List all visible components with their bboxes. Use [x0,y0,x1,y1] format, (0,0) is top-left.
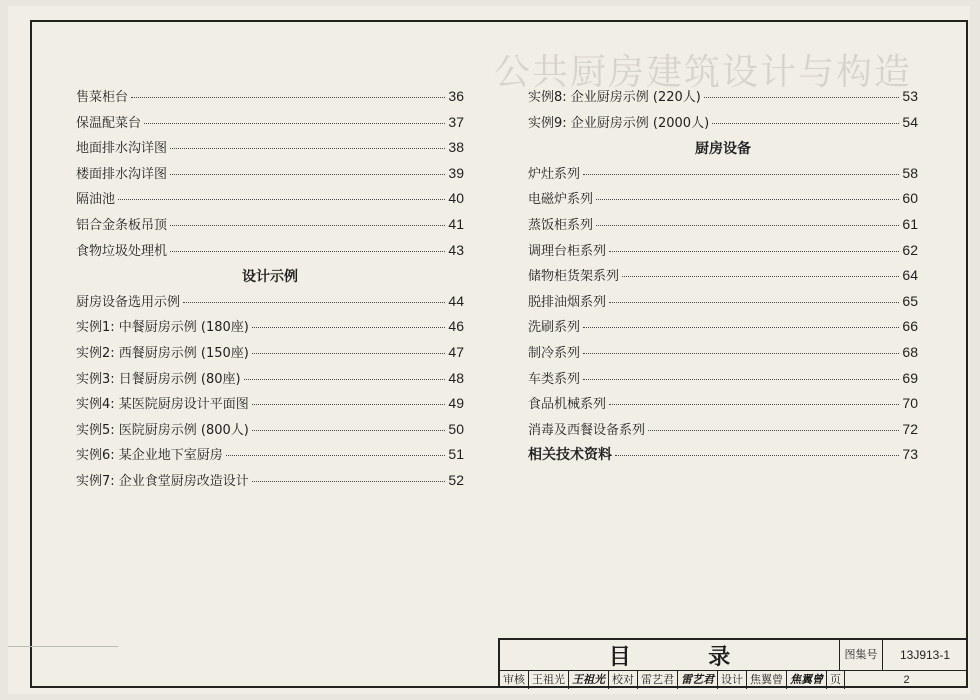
toc-entry[interactable] [528,112,918,138]
toc-entry[interactable] [76,419,464,445]
toc-entry[interactable] [528,419,918,445]
toc-entry-title: 实例5: 医院厨房示例 (800人) [76,422,249,438]
toc-entry[interactable] [528,240,918,266]
leader-dots [144,123,445,124]
toc-entry-page: 52 [448,471,464,488]
leader-dots [170,225,445,226]
page-label: 页 [827,671,845,689]
reviewer-signature: 王祖光 [569,671,609,689]
leader-dots [118,199,445,200]
toc-entry[interactable] [76,112,464,138]
design-label: 设计 [718,671,747,689]
title-char-2: 录 [708,644,731,670]
toc-entry-title: 实例6: 某企业地下室厨房 [76,448,223,464]
toc-entry-page: 64 [902,267,918,284]
section-heading-design: 设计示例 [242,269,298,286]
toc-entry-title: 食物垃圾处理机 [76,243,168,259]
toc-entry-title: 实例4: 某医院厨房设计平面图 [76,397,249,413]
toc-entry-title: 铝合金条板吊顶 [76,217,168,233]
leader-dots [170,251,445,252]
toc-entry[interactable] [76,163,464,189]
toc-entry-page: 50 [448,420,464,437]
toc-entry-page: 41 [448,215,464,232]
toc-entry-page: 73 [902,446,918,463]
toc-entry[interactable] [76,291,464,317]
review-label: 审核 [500,671,529,689]
toc-entry-page: 47 [448,343,464,360]
toc-left-column [76,86,464,496]
checker-signature: 雷艺君 [678,671,718,689]
toc-entry[interactable] [528,214,918,240]
leader-dots [170,174,445,175]
leader-dots [596,225,899,226]
toc-entry-page: 62 [902,241,918,258]
leader-dots [170,148,445,149]
toc-entry-related[interactable] [528,444,918,470]
toc-entry-page: 38 [448,139,464,156]
toc-entry-page: 69 [902,369,918,386]
toc-entry-title: 相关技术资料 [528,447,612,464]
leader-dots [183,302,445,303]
title-char-1: 目 [608,644,631,670]
toc-group-details [76,86,464,265]
toc-entry-page: 48 [448,369,464,386]
toc-entry-page: 51 [448,446,464,463]
toc-entry[interactable] [76,470,464,496]
reviewer-name: 王祖光 [529,671,569,689]
leader-dots [712,123,899,124]
toc-entry[interactable] [76,444,464,470]
title-block [498,638,968,688]
toc-group-examples-cont [528,86,918,137]
signature-row [500,670,968,689]
title-block-title [500,640,840,670]
leader-dots [583,327,899,328]
toc-entry-page: 46 [448,318,464,335]
bleed-through-title: 公共厨房建筑设计与构造 [493,52,912,93]
toc-entry-page: 66 [902,318,918,335]
leader-dots [583,353,899,354]
toc-entry[interactable] [528,393,918,419]
leader-dots [609,404,899,405]
toc-entry-title: 保温配菜台 [76,115,142,131]
toc-entry-title: 实例3: 日餐厨房示例 (80座) [76,371,241,387]
designer-signature: 焦翼曾 [787,671,827,689]
toc-entry-page: 53 [902,88,918,104]
leader-dots [609,251,899,252]
toc-entry[interactable] [76,368,464,394]
page-number: 2 [903,674,910,686]
toc-entry[interactable] [528,163,918,189]
toc-group-examples [76,291,464,496]
leader-dots [583,379,899,380]
toc-entry-page: 61 [902,215,918,232]
toc-entry[interactable] [528,291,918,317]
leader-dots [704,97,900,98]
bleed-through-table [8,646,118,687]
toc-entry-page: 54 [902,113,918,130]
toc-entry-page: 40 [448,190,464,207]
leader-dots [252,327,446,328]
toc-entry-title: 售菜柜台 [76,90,129,105]
toc-entry-title: 制冷系列 [528,345,581,361]
toc-entry-title: 实例1: 中餐厨房示例 (180座) [76,320,249,336]
leader-dots [226,455,446,456]
toc-entry-title: 隔油池 [76,192,116,208]
leader-dots [244,379,446,380]
toc-entry-title: 脱排油烟系列 [528,294,607,310]
check-label: 校对 [609,671,638,689]
checker-name: 雷艺君 [638,671,678,689]
toc-entry[interactable] [528,316,918,342]
toc-entry[interactable] [528,342,918,368]
document-page [8,6,970,694]
toc-entry-page: 65 [902,292,918,309]
toc-entry-title: 厨房设备选用示例 [76,294,181,310]
leader-dots [252,481,446,482]
toc-entry-title: 蒸饭柜系列 [528,217,594,233]
toc-entry[interactable] [528,86,918,112]
toc-entry-title: 车类系列 [528,371,581,387]
toc-entry[interactable] [76,188,464,214]
leader-dots [252,353,446,354]
toc-entry-page: 39 [448,164,464,181]
toc-entry[interactable] [76,240,464,266]
toc-entry-title: 地面排水沟详图 [76,141,168,157]
toc-entry-title: 楼面排水沟详图 [76,166,168,182]
toc-entry[interactable] [76,214,464,240]
toc-entry-title: 实例8: 企业厨房示例 (220人) [528,90,701,105]
leader-dots [596,199,899,200]
leader-dots [615,455,899,456]
toc-entry-title: 炉灶系列 [528,166,581,182]
toc-entry-page: 49 [448,395,464,412]
leader-dots [648,430,899,431]
leader-dots [252,404,446,405]
toc-entry-title: 洗刷系列 [528,320,581,336]
toc-entry-page: 36 [448,88,464,104]
toc-entry[interactable] [76,342,464,368]
toc-entry[interactable] [528,368,918,394]
toc-entry-page: 37 [448,113,464,130]
toc-entry-title: 食品机械系列 [528,397,607,413]
section-heading-equipment: 厨房设备 [695,141,751,158]
designer-name: 焦翼曾 [747,671,787,689]
leader-dots [609,302,899,303]
toc-entry-title: 调理台柜系列 [528,243,607,259]
leader-dots [583,174,899,175]
toc-entry-title: 消毒及西餐设备系列 [528,422,646,438]
toc-entry-page: 70 [902,395,918,412]
leader-dots [252,430,446,431]
atlas-number-label: 图集号 [840,640,883,670]
toc-entry[interactable] [76,393,464,419]
toc-entry-title: 实例9: 企业厨房示例 (2000人) [528,115,710,131]
toc-entry-title: 储物柜货架系列 [528,269,620,285]
toc-entry-page: 44 [448,292,464,309]
toc-entry[interactable] [76,86,464,112]
toc-entry[interactable] [76,137,464,163]
toc-entry-page: 68 [902,343,918,360]
toc-entry-page: 58 [902,164,918,181]
toc-entry-title: 实例2: 西餐厨房示例 (150座) [76,345,249,361]
atlas-number: 13J913-1 [899,648,951,662]
toc-entry-page: 72 [902,420,918,437]
toc-entry[interactable] [528,265,918,291]
toc-group-equipment [528,163,918,445]
toc-entry-title: 实例7: 企业食堂厨房改造设计 [76,473,249,489]
leader-dots [622,276,899,277]
toc-entry[interactable] [76,316,464,342]
toc-entry-page: 60 [902,190,918,207]
toc-entry[interactable] [528,188,918,214]
toc-right-column [528,86,918,470]
toc-entry-page: 43 [448,241,464,258]
leader-dots [131,97,445,98]
toc-entry-title: 电磁炉系列 [528,192,594,208]
